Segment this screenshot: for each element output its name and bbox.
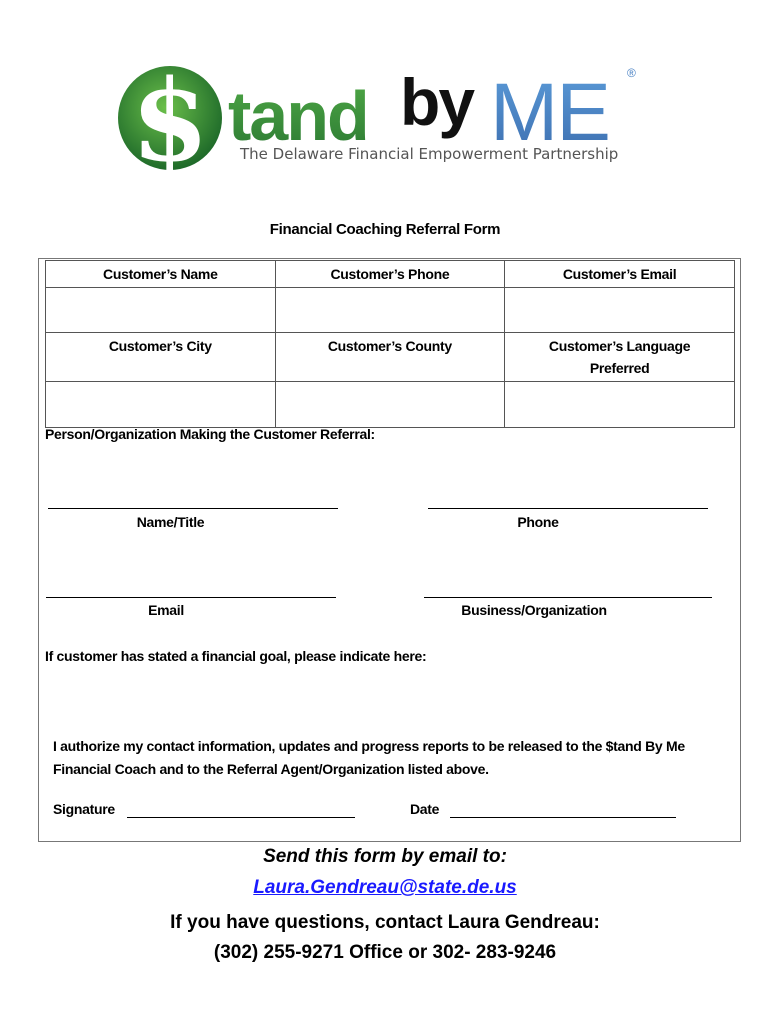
svg-text:®: ® bbox=[627, 66, 636, 80]
business-label: Business/Organization bbox=[461, 602, 607, 618]
date-label: Date bbox=[410, 801, 440, 817]
signature-line[interactable] bbox=[127, 817, 355, 818]
questions-line: If you have questions, contact Laura Gendreau: bbox=[170, 912, 600, 933]
customer-phone-header: Customer’s Phone bbox=[275, 261, 505, 288]
customer-email-header: Customer’s Email bbox=[505, 261, 735, 288]
customer-county-header: Customer’s County bbox=[275, 333, 505, 382]
customer-info-table bbox=[45, 260, 735, 428]
business-line[interactable] bbox=[424, 597, 712, 598]
authorization-text: I authorize my contact information, updates and progress reports to be released to the $tand By Me Financial Coach and to the Referral Agent/Organization listed above. bbox=[53, 738, 685, 777]
referral-label: Person/Organization Making the Customer Referral: bbox=[45, 426, 375, 442]
standbyme-logo bbox=[110, 55, 670, 200]
svg-text:ME: ME bbox=[490, 67, 609, 158]
form-title: Financial Coaching Referral Form bbox=[269, 221, 501, 238]
customer-phone-field[interactable] bbox=[275, 288, 505, 333]
email-label: Email bbox=[148, 602, 184, 618]
signature-label: Signature bbox=[53, 801, 115, 817]
customer-language-header: Customer’s Language Preferred bbox=[505, 333, 735, 382]
customer-name-field[interactable] bbox=[46, 288, 276, 333]
customer-city-header: Customer’s City bbox=[46, 333, 276, 382]
contact-email-link[interactable]: Laura.Gendreau@state.de.us bbox=[253, 877, 517, 898]
customer-name-header: Customer’s Name bbox=[46, 261, 276, 288]
name-title-line[interactable] bbox=[48, 508, 338, 509]
svg-text:The Delaware Financial Empower: The Delaware Financial Empowerment Partnership bbox=[240, 145, 619, 163]
customer-city-field[interactable] bbox=[46, 382, 276, 428]
name-title-label: Name/Title bbox=[136, 514, 205, 530]
svg-text:by: by bbox=[400, 65, 474, 139]
svg-text:$: $ bbox=[131, 56, 209, 187]
customer-county-field[interactable] bbox=[275, 382, 505, 428]
send-instruction: Send this form by email to: bbox=[263, 846, 507, 867]
customer-email-field[interactable] bbox=[505, 288, 735, 333]
goal-label: If customer has stated a financial goal, please indicate here: bbox=[45, 648, 427, 664]
email-line[interactable] bbox=[46, 597, 336, 598]
date-line[interactable] bbox=[450, 817, 676, 818]
phone-line[interactable] bbox=[428, 508, 708, 509]
svg-text:tand: tand bbox=[228, 77, 368, 155]
phone-label: Phone bbox=[517, 514, 559, 530]
phone-numbers: (302) 255-9271 Office or 302- 283-9246 bbox=[213, 942, 557, 963]
customer-language-field[interactable] bbox=[505, 382, 735, 428]
